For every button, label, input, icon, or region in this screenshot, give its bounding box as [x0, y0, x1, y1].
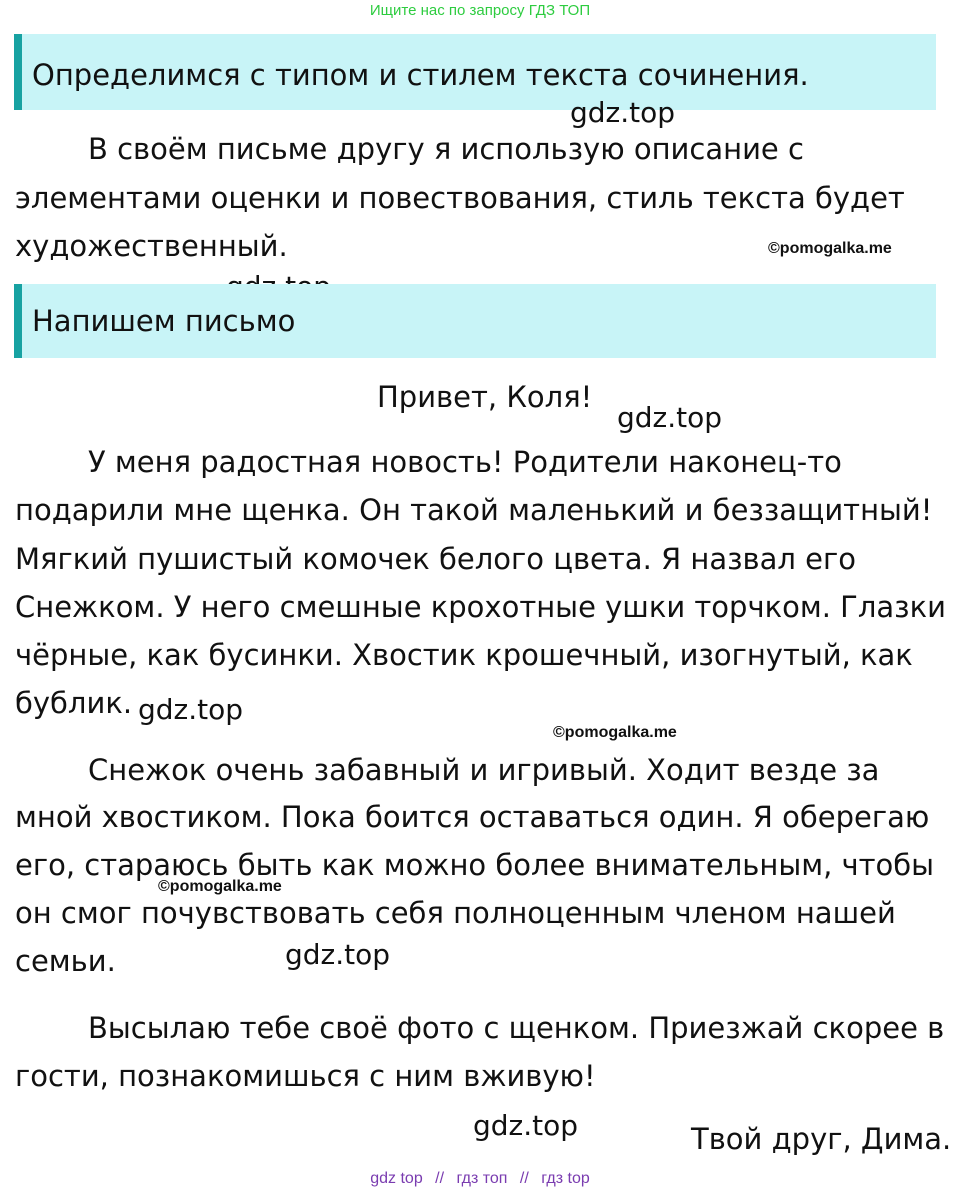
letter-signature: Твой друг, Дима. — [691, 1122, 952, 1156]
watermark-gdz: gdz.top — [570, 96, 676, 129]
paragraph2-line: мной хвостиком. Пока боится оставаться один. Я оберегаю — [15, 800, 930, 834]
paragraph1-line: У меня радостная новость! Родители наконец-то — [88, 445, 842, 479]
watermark-pomogalka: ©pomogalka.me — [158, 878, 282, 895]
paragraph2-line: Снежок очень забавный и игривый. Ходит везде за — [88, 753, 880, 787]
section-heading-write-letter — [14, 284, 936, 358]
heading-text: Определимся с типом и стилем текста сочинения. — [32, 58, 809, 92]
watermark-pomogalka: ©pomogalka.me — [553, 724, 677, 741]
watermark-pomogalka: ©pomogalka.me — [768, 240, 892, 257]
footer-links — [0, 1170, 960, 1188]
paragraph1-line: Снежком. У него смешные крохотные ушки торчком. Глазки — [15, 590, 946, 624]
paragraph1-line: Мягкий пушистый комочек белого цвета. Я назвал его — [15, 542, 856, 576]
paragraph2-line: семьи. — [15, 944, 116, 978]
paragraph3-line: гости, познакомишься с ним вживую! — [15, 1059, 596, 1093]
section1-line: В своём письме другу я использую описание с — [88, 132, 804, 166]
paragraph2-line: он смог почувствовать себя полноценным членом нашей — [15, 896, 896, 930]
heading-text: Напишем письмо — [32, 304, 296, 338]
paragraph3-line: Высылаю тебе своё фото с щенком. Приезжай скорее в — [88, 1011, 945, 1045]
footer-separator: // — [519, 1170, 529, 1187]
footer-link[interactable]: гдз top — [541, 1170, 590, 1187]
section1-line: элементами оценки и повествования, стиль текста будет — [15, 181, 905, 215]
paragraph1-line: бублик. — [15, 686, 133, 720]
footer-separator: // — [435, 1170, 445, 1187]
section-heading-type-style — [14, 34, 936, 110]
paragraph1-line: чёрные, как бусинки. Хвостик крошечный, изогнутый, как — [15, 638, 913, 672]
letter-greeting: Привет, Коля! — [377, 380, 593, 414]
paragraph1-line: подарили мне щенка. Он такой маленький и беззащитный! — [15, 493, 933, 527]
search-hint[interactable]: Ищите нас по запросу ГДЗ ТОП — [369, 2, 591, 19]
footer-link[interactable]: gdz top — [370, 1170, 423, 1187]
watermark-gdz: gdz.top — [285, 938, 391, 971]
watermark-gdz: gdz.top — [138, 693, 244, 726]
watermark-gdz: gdz.top — [617, 401, 723, 434]
footer-link[interactable]: гдз топ — [456, 1170, 508, 1187]
paragraph2-line: его, стараюсь быть как можно более внимательным, чтобы — [15, 848, 935, 882]
watermark-gdz: gdz.top — [473, 1109, 579, 1142]
section1-line: художественный. — [15, 229, 288, 263]
